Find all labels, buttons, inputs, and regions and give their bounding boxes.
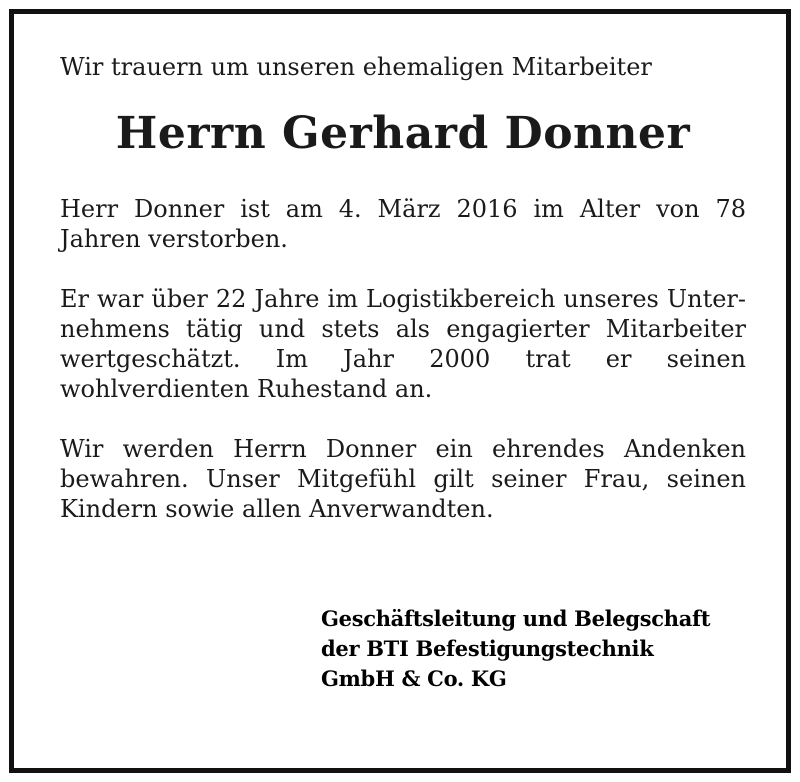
condolence-paragraph: Wir werden Herrn Donner ein ehrendes Andenken bewahren. Unser Mitgefühl gilt seiner Frau, seinen Kindern sowie allen Anverwandten. bbox=[60, 435, 746, 523]
signature-line: der BTI Befestigungstechnik bbox=[321, 636, 654, 661]
death-date-paragraph: Herr Donner ist am 4. März 2016 im Alter von 78 Jahren verstorben. bbox=[60, 195, 746, 253]
notice-body bbox=[60, 52, 746, 524]
signature-block bbox=[321, 604, 741, 694]
career-paragraph: Er war über 22 Jahre im Logistikbereich unseres Unternehmens tätig und stets als engagierter Mitarbeiter wertgeschätzt. Im Jahr 2000 trat er seinen wohlverdienten Ruhestand an. bbox=[60, 285, 746, 403]
deceased-name: Herrn Gerhard Donner bbox=[115, 108, 691, 159]
signature-line: GmbH & Co. KG bbox=[321, 666, 507, 691]
signature-line: Geschäftsleitung und Belegschaft bbox=[321, 606, 711, 631]
notice-border bbox=[9, 9, 791, 773]
intro-text: Wir trauern um unseren ehemaligen Mitarbeiter bbox=[60, 53, 652, 81]
